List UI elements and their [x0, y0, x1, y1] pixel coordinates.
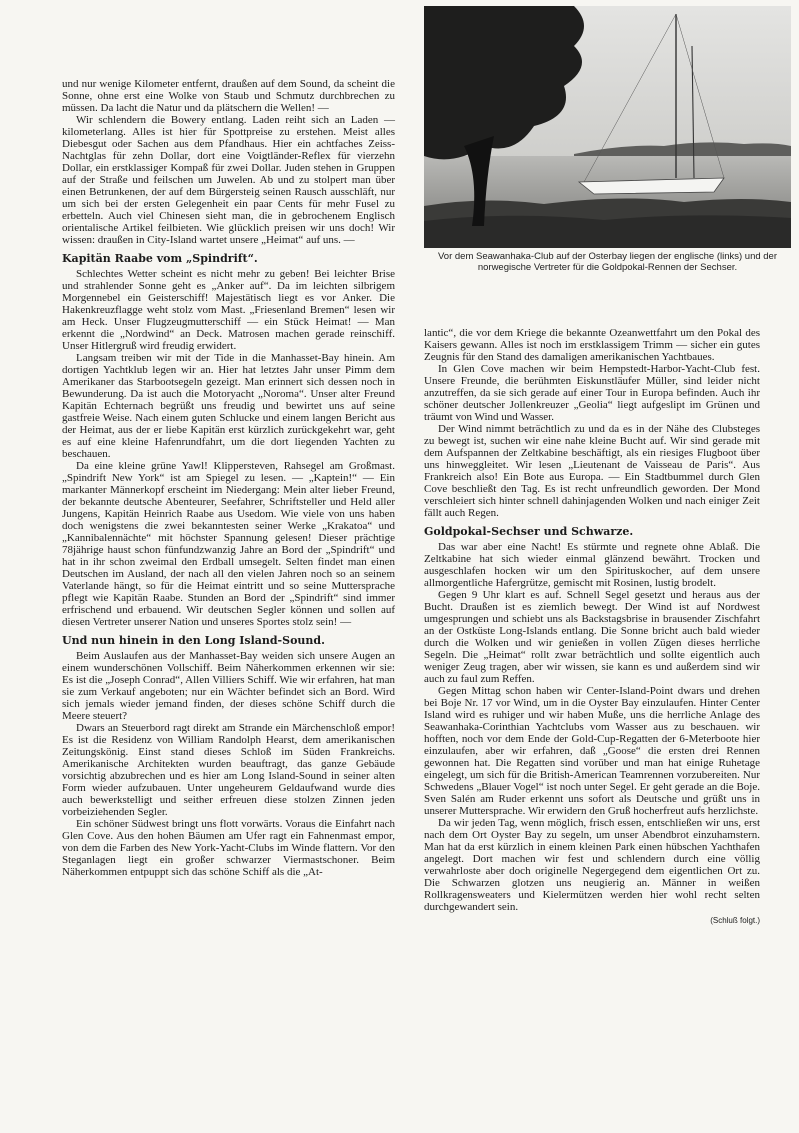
paragraph: Gegen Mittag schon haben wir Center-Island-Point dwars und drehen bei Boje Nr. 17 vor Wind, um in die Oyster Bay einzulaufen. Hinter Center Island wird es ruhiger und wir haben Muße, uns die herrliche Anlage des Seawanhaka-Corinthian Yachtclubs vom Wasser aus zu beschauen. wir hofften, noch vor dem Ende der Gold-Cup-Regatten der 6-Meterboote hier einzulaufen, aber wir erfahren, daß „Goose“ die ersten drei Rennen gewonnen hat. Die Regatten sind vorüber und man hat einige Ruhetage eingelegt, um sich für die British-American Teamrennen vorzubereiten. Nur Schwedens „Blauer Vogel“ ist noch unter Segel. Er geht gerade an die Boje. Sven Salén am Ruder erkennt uns sofort als Deutsche und grüßt uns in unserer Muttersprache. Wir erwidern den Gruß hocherfreut aufs herzlichste.	[424, 685, 760, 817]
left-column	[62, 78, 395, 878]
photo-illustration	[424, 6, 791, 248]
paragraph: und nur wenige Kilometer entfernt, draußen auf dem Sound, da scheint die Sonne, ohne erst eine Wolke von Staub und Schmutz durchbrechen zu müssen. Da lacht die Natur und da plätschern die Wellen! —	[62, 78, 395, 114]
paragraph: In Glen Cove machen wir beim Hempstedt-Harbor-Yacht-Club fest. Unsere Freunde, die berühmten Eiskunstläufer Müller, sind leider nicht anzutreffen, da sie sich gerade auf einer Tour in Europa befinden. Auch ihr schöner deutscher Jollenkreuzer „Geolia“ liegt aufgeslipt im Grünen und träumt von Wind und Wasser.	[424, 363, 760, 423]
photo-yachts-oyster-bay	[424, 6, 791, 248]
paragraph: Da wir jeden Tag, wenn möglich, frisch essen, entschließen wir uns, erst nach dem Ort Oyster Bay zu segeln, um unser Abendbrot einzuhamstern. Man hat da erst kürzlich in einem kleinen Park einen hübschen Yachthafen angelegt. Dort machen wir fest und schlendern durch eine völlig verwahrloste aber doch originelle Negergegend dem eigentlichen Ort zu. Die Schwarzen glotzen uns neugierig an. Männer in weißen Rollkragensweaters und Kielermützen werden hier wohl recht selten durchgewandert sein.	[424, 817, 760, 913]
paragraph: Dwars an Steuerbord ragt direkt am Strande ein Märchenschloß empor! Es ist die Residenz von William Randolph Hearst, dem amerikanischen Zeitungskönig. Einst stand dieses Schloß im Süden Frankreichs. Amerikanische Architekten wurden beauftragt, das ganze Gebäude vorsichtig abzubrechen und es hier am Long Island-Sound in seiner alten Form wieder aufzubauen. Unter ungeheurem Geldaufwand wurde dies auch bewerkstelligt und seither erfreuen diese stolzen Zinnen jeden vorbeiziehenden Segler.	[62, 722, 395, 818]
paragraph: Ein schöner Südwest bringt uns flott vorwärts. Voraus die Einfahrt nach Glen Cove. Aus den hohen Bäumen am Ufer ragt ein Fahnenmast empor, von dem die Farben des New York-Yacht-Clubs im Winde flattern. Vor den Steganlagen liegt ein großer schwarzer Viermastschoner. Beim Näherkommen entpuppt sich das schöne Schiff als die „At-	[62, 818, 395, 878]
paragraph: Gegen 9 Uhr klart es auf. Schnell Segel gesetzt und heraus aus der Bucht. Draußen ist es ziemlich bewegt. Der Wind ist auf Nordwest umgesprungen und schiebt uns als Backstagsbrise in brausender Zischfahrt an der Ostküste Long-Islands entlang. Die Sonne bricht auch bald wieder durch die Wolken und wir genießen in vollen Zügen dieses herrliche Segeln. Die „Heimat“ rollt zwar beträchtlich und sollte eigentlich auch weniger Zeug tragen, aber wir wissen, sie kann es und außerdem sind wir auch zu faul zum Reffen.	[424, 589, 760, 685]
section-heading: Kapitän Raabe vom „Spindrift“.	[62, 252, 258, 265]
paragraph: Der Wind nimmt beträchtlich zu und da es in der Nähe des Clubsteges zu bewegt ist, suchen wir eine nahe kleine Bucht auf. Wir sind gerade mit dem Aufspannen der Zeltkabine beschäftigt, als ein riesiges Flugboot über uns hinweggleitet. Wir lesen „Lieutenant de Vaisseau de Paris“. Aus Frankreich also! Ein Bote aus Europa. — Ein Stadtbummel durch Glen Cove beschließt den Tag. Es ist recht unfreundlich geworden. Der Mond verschleiert sich hinter schnell dahinjagenden Wolken und nach einiger Zeit fällt auch Regen.	[424, 423, 760, 519]
section-heading: Goldpokal-Sechser und Schwarze.	[424, 525, 634, 538]
paragraph: Beim Auslaufen aus der Manhasset-Bay weiden sich unsere Augen an einem wunderschönen Vollschiff. Beim Näherkommen erkennen wir sie: Es ist die „Joseph Conrad“, Allen Villiers Schiff. Wie wir erfahren, hat man sie zum Verkauf angeboten; nur ein Wächter befindet sich an Bord. Wird sich jemals wieder jemand finden, der dieses schöne Schiff durch die Meere steuert?	[62, 650, 395, 722]
paragraph: Das war aber eine Nacht! Es stürmte und regnete ohne Ablaß. Die Zeltkabine hat sich wieder einmal glänzend bewährt. Trocken und ausgeschlafen hocken wir um den Spirituskocher, auf dem unsere allmorgentliche Hafergrütze, gemischt mit Rosinen, lustig brodelt.	[424, 541, 760, 589]
paragraph: Wir schlendern die Bowery entlang. Laden reiht sich an Laden — kilometerlang. Alles ist hier für Spottpreise zu erstehen. Meist alles Diebesgut oder Sachen aus dem Pfandhaus. Hier ein achtfaches Zeiss-Nachtglas für zehn Dollar, dort eine Voigtländer-Reflex für vierzehn Dollar, ein erstklassiger Kompaß für zwei Dollar. Juden stehen in Gruppen auf der Straße und feilschen um Juwelen. Ab und zu stolpert man über einen Betrunkenen, der auf dem Bürgersteig seinen Rausch ausschläft, nur um sich bei der ersten Gelegenheit ein paar Cents für mehr Fusel zu erbetteln. Auch viel Chinesen sieht man, die in gebrochenem Englisch orientalische Artikel feilbieten. Wie glücklich preisen wir uns doch! Wir wissen: draußen in City-Island wartet unsere „Heimat“ auf uns. —	[62, 114, 395, 246]
paragraph: Da eine kleine grüne Yawl! Klippersteven, Rahsegel am Großmast. „Spindrift New York“ ist am Spiegel zu lesen. — „Kaptein!“ — Ein markanter Männerkopf erscheint im Niedergang: Mein alter lieber Freund, der bekannte deutsche Abenteurer, Seefahrer, Schriftsteller und Held aller Jungens, Kapitän Heinrich Raabe aus Usedom. Wie viele von uns haben doch wenigstens die zwei bekanntesten seiner Werke „Krakatoa“ und „Kannibalennächte“ mit höchster Spannung gelesen! Dieser prächtige 78jährige haust schon fünfundzwanzig Jahre an Bord der „Spindrift“ und hat in ihr schon zweimal den Erdball umsegelt. Selten findet man einen Deutschen im Ausland, der nach all den vielen Jahren noch so an seinem Vaterlande hängt, so für die Heimat eintritt und so seine Muttersprache pflegt wie Kapitän Raabe. Stunden an Bord der „Spindrift“ sind immer erfrischend und erbauend. Wir deutschen Segler können und sollen auf diesen Vertreter unserer Nation und unseres Sportes stolz sein! —	[62, 460, 395, 628]
paragraph: lantic“, die vor dem Kriege die bekannte Ozeanwettfahrt um den Pokal des Kaisers gewann. Alles ist noch im erstklassigem Trimm — sicher ein gutes Zeugnis für den Stand des damaligen amerikanischen Yachtbaues.	[424, 327, 760, 363]
paragraph: Langsam treiben wir mit der Tide in die Manhasset-Bay hinein. Am dortigen Yachtklub legen wir an. Hier hat letztes Jahr unser Pimm dem Amerikaner das Starbootsegeln gezeigt. Man erinnert sich dessen noch in Bewunderung. Da ist auch die Motoryacht „Noroma“. Unser alter Freund Kapitän Echternach begrüßt uns freudig und bewirtet uns auf seine gastfreie Weise. Nach einem guten Schlucke und einem langen Bericht aus der Heimat, aus der er liebe Kapitän erst kürzlich zurückgekehrt war, geht es auf eine kleine Hafenrundfahrt, um die dort liegenden Yachten zu beschauen.	[62, 352, 395, 460]
photo-caption: Vor dem Seawanhaka-Club auf der Osterbay liegen der englische (links) und der norwegische Vertreter für die Goldpokal-Rennen der Sechser.	[437, 251, 778, 273]
continuation-note: (Schluß folgt.)	[710, 916, 760, 925]
paragraph: Schlechtes Wetter scheint es nicht mehr zu geben! Bei leichter Brise und strahlender Sonne geht es „Anker auf“. Da im leichten silbrigem Morgennebel ein Geisterschiff! Majestätisch liegt es vor Anker. Die Hakenkreuzflagge weht stolz vom Mast. „Friesenland Bremen“ lesen wir am Heck. Unser Flugzeugmutterschiff — ein Stück Heimat! — Man erkennt die „Nordwind“ an Deck. Matrosen machen gerade reinschiff. Unser Hitlergruß wird freudig erwidert.	[62, 268, 395, 352]
section-heading: Und nun hinein in den Long Island-Sound.	[62, 634, 325, 647]
right-column	[424, 327, 760, 927]
